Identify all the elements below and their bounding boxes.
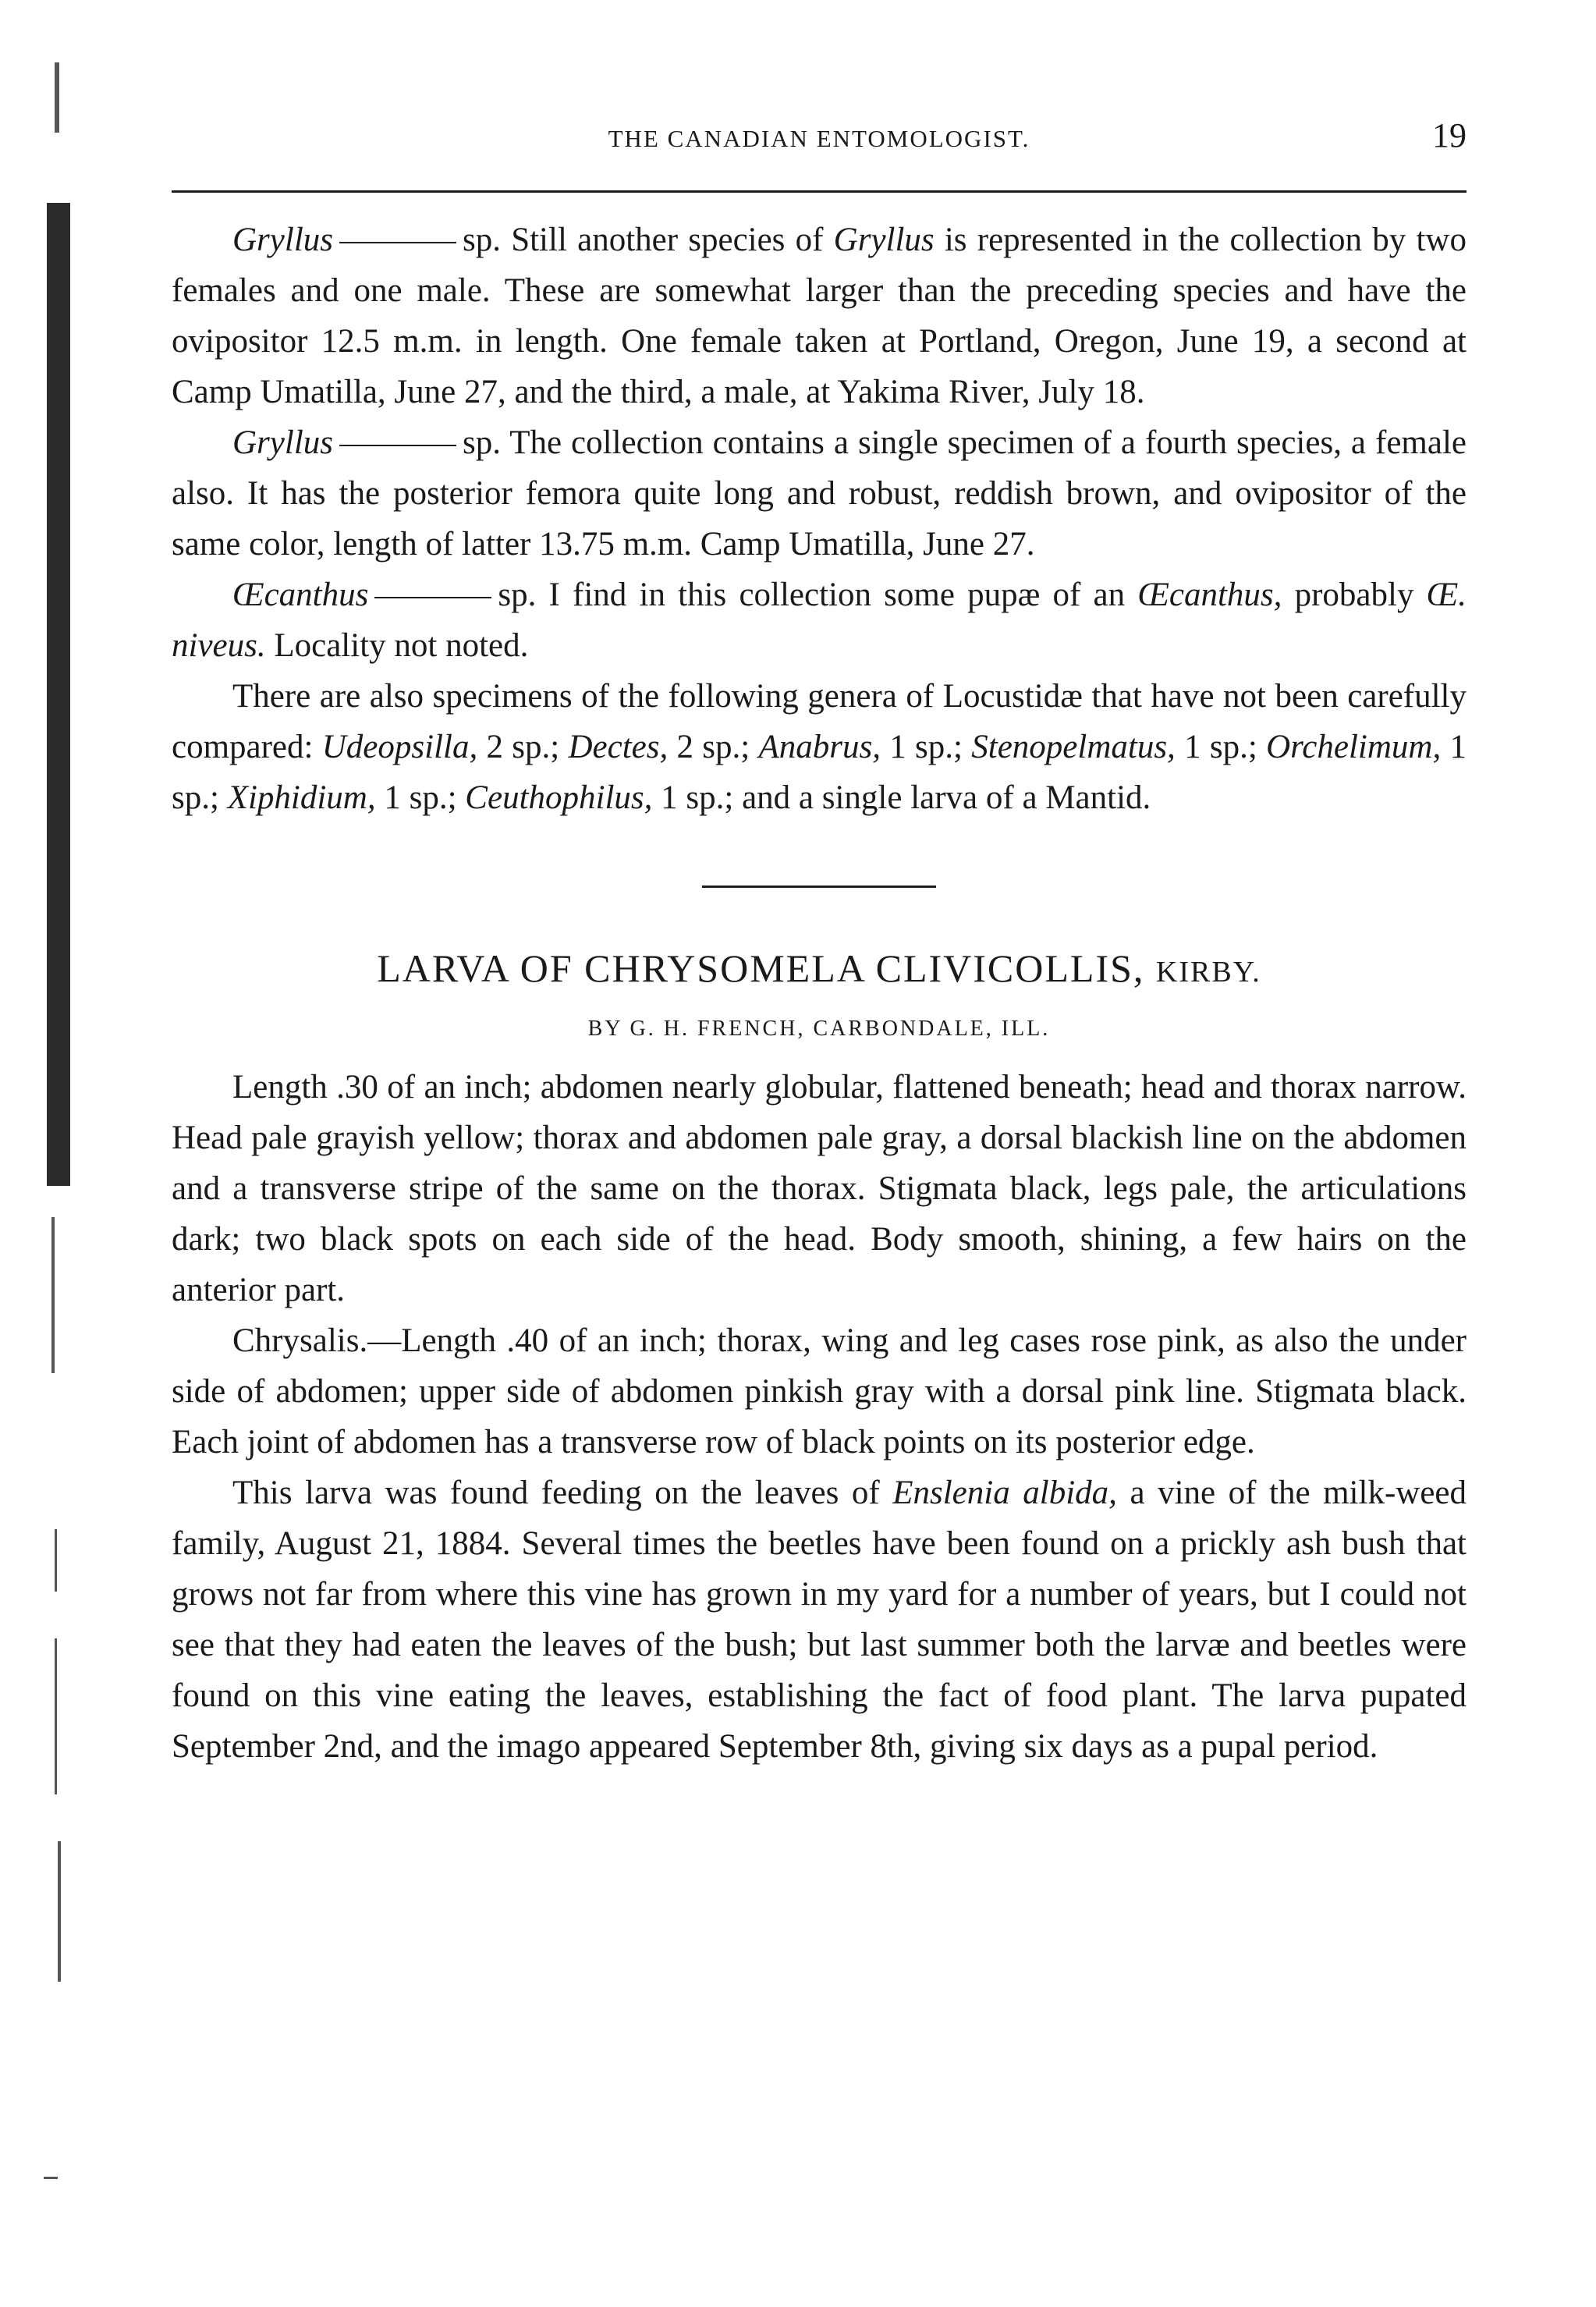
binding-shadow <box>47 203 70 1186</box>
title-text: LARVA OF CHRYSOMELA CLIVICOLLIS, <box>377 946 1156 990</box>
article-continuation <box>172 215 1467 823</box>
genus-name: Œcanthus <box>232 577 369 613</box>
paragraph <box>172 417 1467 570</box>
byline: BY G. H. FRENCH, CARBONDALE, ILL. <box>587 1017 1051 1041</box>
paragraph: Length .30 of an inch; abdomen nearly globular, flattened beneath; head and thorax narrow. Head pale grayish yellow; thorax and abdomen pale gray, a dorsal blackish line on the abdomen and a transverse stripe of the same on the thorax. Stigmata black, legs pale, the articulations dark; two black spots on each side of the head. Body smooth, shining, a few hairs on the anterior part. <box>172 1069 1467 1308</box>
paragraph <box>172 671 1467 823</box>
page-content <box>172 109 1467 1772</box>
genus-name: Dectes, <box>568 729 669 765</box>
scan-speck <box>44 2177 58 2179</box>
genus-name: Gryllus <box>232 222 333 258</box>
dash-rule <box>339 445 456 446</box>
genus-name: Xiphidium, <box>227 779 376 816</box>
genus-name: Anabrus, <box>758 729 881 765</box>
text-run: 2 sp.; <box>477 729 569 765</box>
scan-speck <box>58 1841 61 1982</box>
species-name: Œ. niveus. <box>172 577 1467 664</box>
text-run: This larva was found feeding on the leaves of <box>232 1475 893 1511</box>
text-run: probably <box>1282 577 1427 613</box>
scan-speck <box>51 1217 55 1373</box>
genus-name: Ceuthophilus, <box>465 779 653 816</box>
dash-rule <box>339 242 456 243</box>
section-divider <box>702 886 936 888</box>
genus-name: Gryllus <box>232 424 333 461</box>
scan-binding-edge <box>0 0 94 2307</box>
text-run: sp. The collection contains a single specimen of a fourth species, a female also. It has the posterior femora quite long and robust, reddish brown, and ovipositor of the same color, length of latter 13.75 m.m. Camp Umatilla, June 27. <box>172 424 1467 563</box>
text-run: 1 sp.; <box>375 779 466 816</box>
genus-name: Orchelimum, <box>1266 729 1442 765</box>
article-title <box>172 941 1467 999</box>
article-body <box>172 1062 1467 1772</box>
genus-name: Udeopsilla, <box>321 729 478 765</box>
text-run: 1 sp.; <box>172 729 1467 816</box>
header-rule <box>172 190 1467 193</box>
text-run: There are also specimens of the following genera of Locustidæ that have not been carefully compared: <box>172 678 1467 765</box>
genus-name: Stenopelmatus, <box>971 729 1176 765</box>
paragraph: Chrysalis.—Length .40 of an inch; thorax, wing and leg cases rose pink, as also the under side of abdomen; upper side of abdomen pinkish gray with a dorsal pink line. Stigmata black. Each joint of abdomen has a transverse row of black points on its posterior edge. <box>172 1322 1467 1461</box>
text-run: 1 sp.; <box>1175 729 1267 765</box>
text-run: Locality not noted. <box>265 627 529 664</box>
text-run: is represented in the collection by two females and one male. These are somewhat larger than the preceding species and have the ovipositor 12.5 m.m. in length. One female taken at Portland, Oregon, June 19, a second at Camp Umatilla, June 27, and the third, a male, at Yakima River, July 18. <box>172 222 1467 410</box>
paragraph <box>172 215 1467 417</box>
text-run: sp. Still another species of <box>463 222 834 258</box>
text-run: 1 sp.; and a single larva of a Mantid. <box>652 779 1151 816</box>
scan-speck <box>55 1529 57 1592</box>
dash-rule <box>374 597 491 598</box>
text-run: 1 sp.; <box>880 729 972 765</box>
text-run: sp. I find in this collection some pupæ of an <box>498 577 1138 613</box>
journal-title: THE CANADIAN ENTOMOLOGIST. <box>608 125 1030 152</box>
scan-speck <box>55 62 59 133</box>
page-number: 19 <box>1432 116 1467 154</box>
genus-name: Gryllus <box>833 222 935 258</box>
authority-name: KIRBY. <box>1155 956 1261 988</box>
plant-name: Enslenia albida, <box>892 1475 1117 1511</box>
genus-name: Œcanthus, <box>1137 577 1282 613</box>
text-run: 2 sp.; <box>668 729 759 765</box>
scan-speck <box>55 1638 57 1794</box>
paragraph <box>172 1468 1467 1772</box>
paragraph <box>172 570 1467 671</box>
running-head <box>172 109 1467 172</box>
text-run: a vine of the milk-weed family, August 21, 1884. Several times the beetles have been found on a prickly ash bush that grows not far from where this vine has grown in my yard for a number of years, but I could not see that they had eaten the leaves of the bush; but last summer both the larvæ and beetles were found on this vine eating the leaves, establishing the fact of food plant. The larva pupated September 2nd, and the imago appeared September 8th, giving six days as a pupal period. <box>172 1475 1467 1765</box>
